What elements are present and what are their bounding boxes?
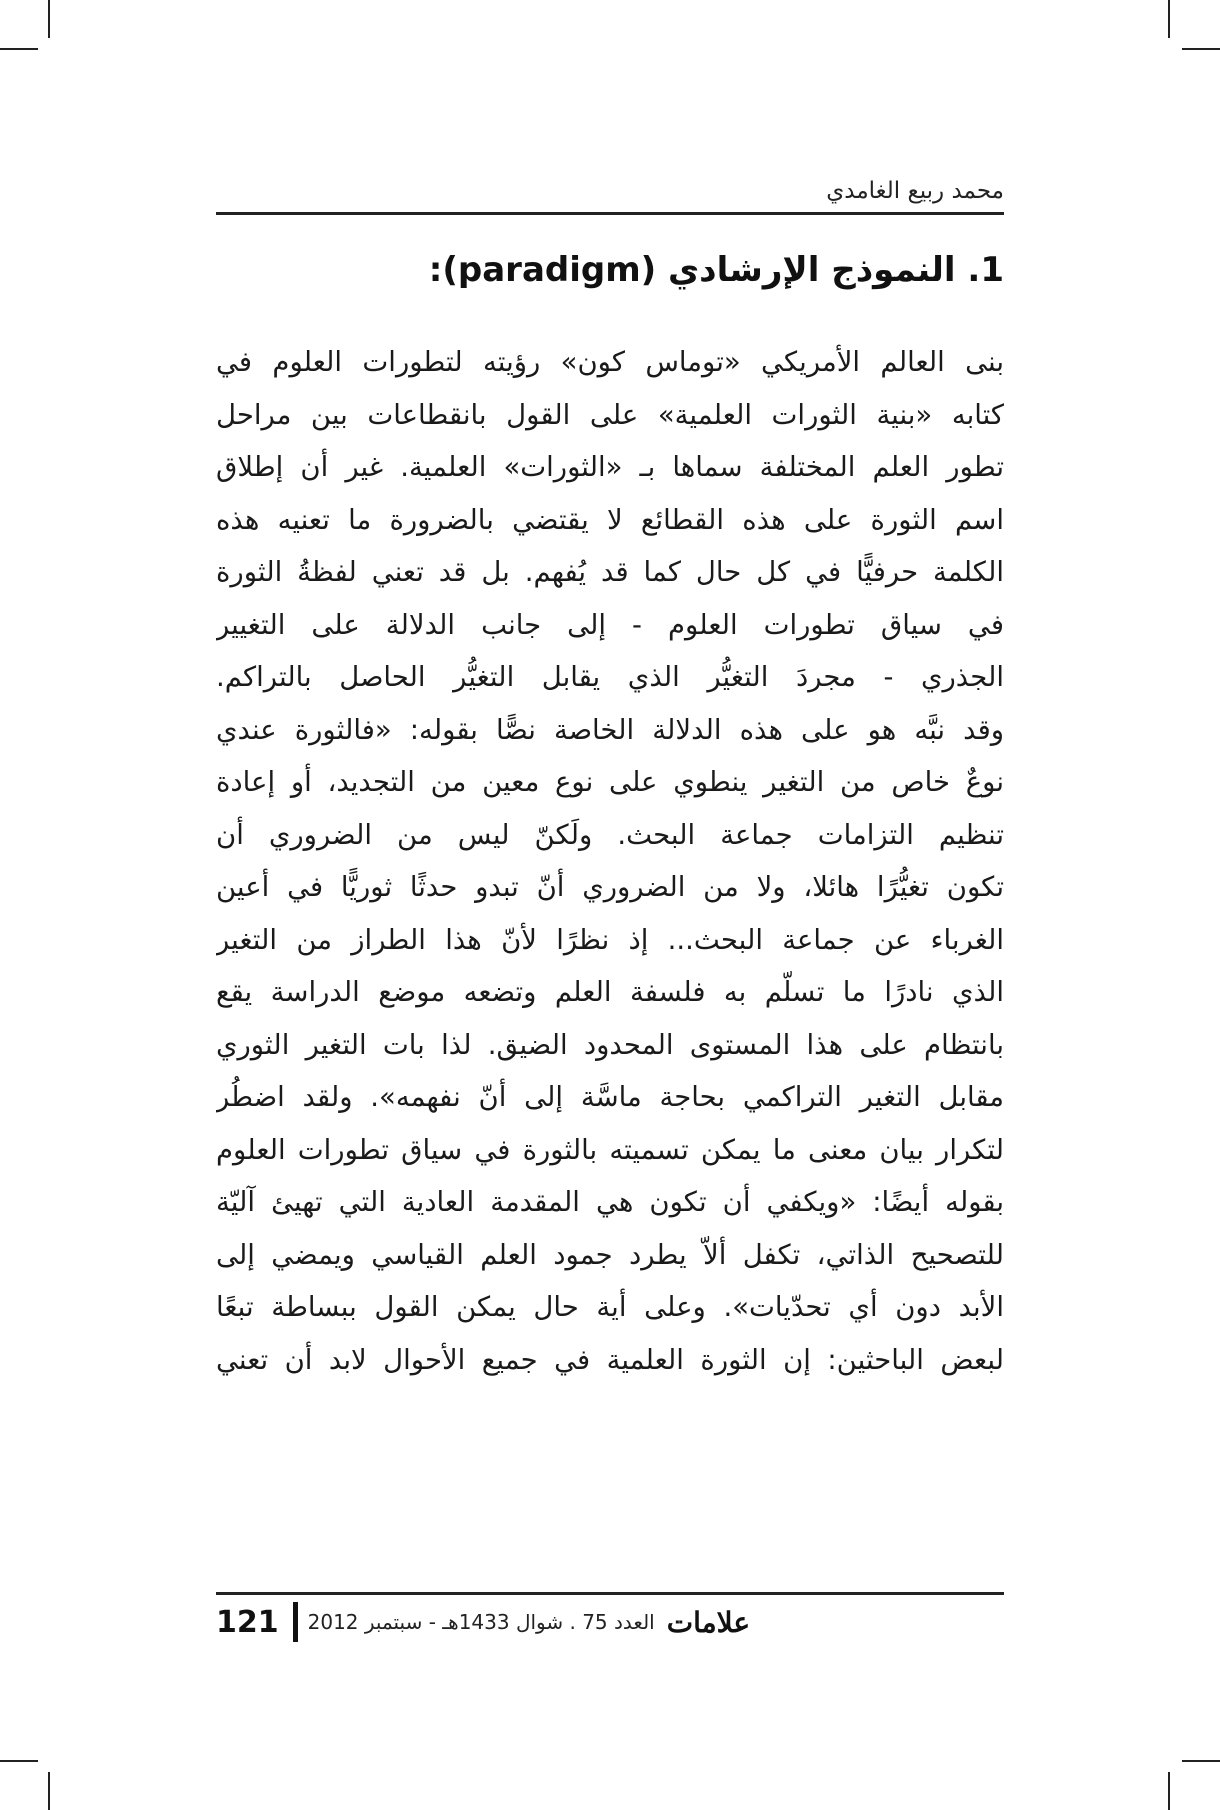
- running-head-author: محمد ربيع الغامدي: [826, 178, 1004, 204]
- text-line: اسم الثورة على هذه القطائع لا يقتضي بالضرورة ما تعنيه هذه: [216, 503, 1004, 536]
- crop-mark: [1182, 48, 1220, 50]
- crop-mark: [0, 1760, 38, 1762]
- crop-mark: [1168, 1772, 1170, 1810]
- header-rule: [216, 212, 1004, 215]
- text-line: تنظيم التزامات جماعة البحث. ولَكنّ ليس من الضروري أن: [216, 818, 1004, 851]
- page-number: 121: [216, 1604, 279, 1640]
- crop-mark: [48, 0, 50, 38]
- text-line: في سياق تطورات العلوم - إلى جانب الدلالة على التغيير: [216, 608, 1004, 641]
- section-heading: 1. النموذج الإرشادي (paradigm):: [428, 250, 1004, 290]
- crop-mark: [48, 1772, 50, 1810]
- text-line: بقوله أيضًا: «ويكفي أن تكون هي المقدمة العادية التي تهيئ آليّة: [216, 1186, 1004, 1218]
- footer: [216, 1600, 1004, 1644]
- issue-info: العدد 75 . شوال 1433هـ - سبتمبر 2012: [307, 1610, 655, 1634]
- text-line: تكون تغيُّرًا هائلا، ولا من الضروري أنّ تبدو حدثًا ثوريًّا في أعين: [216, 871, 1004, 903]
- text-line: للتصحيح الذاتي، تكفل ألاّ يطرد جمود العلم القياسي ويمضي إلى: [216, 1238, 1004, 1271]
- text-line: الذي نادرًا ما تسلّم به فلسفة العلم وتضعه موضع الدراسة يقع: [216, 976, 1004, 1008]
- crop-mark: [1182, 1760, 1220, 1762]
- text-line: لتكرار بيان معنى ما يمكن تسميته بالثورة في سياق تطورات العلوم: [216, 1133, 1004, 1166]
- text-line: الغرباء عن جماعة البحث... إذ نظرًا لأنّ هذا الطراز من التغير: [216, 923, 1004, 956]
- text-line: تطور العلم المختلفة سماها بـ «الثورات» العلمية. غير أن إطلاق: [216, 451, 1004, 483]
- text-line: الكلمة حرفيًّا في كل حال كما قد يُفهم. بل قد تعني لفظةُ الثورة: [216, 556, 1004, 588]
- text-line: الجذري - مجردَ التغيُّر الذي يقابل التغيُّر الحاصل بالتراكم.: [216, 661, 1004, 693]
- text-line: نوعٌ خاص من التغير ينطوي على نوع معين من التجديد، أو إعادة: [216, 766, 1004, 798]
- text-line: بنى العالم الأمريكي «توماس كون» رؤيته لتطورات العلوم في: [216, 346, 1004, 378]
- body-paragraph: [216, 336, 1004, 1386]
- crop-mark: [1168, 0, 1170, 38]
- text-line: كتابه «بنية الثورات العلمية» على القول بانقطاعات بين مراحل: [216, 398, 1004, 431]
- footer-divider: [293, 1602, 298, 1642]
- journal-logo: علامات: [666, 1605, 751, 1639]
- text-line: لبعض الباحثين: إن الثورة العلمية في جميع الأحوال لابد أن تعني: [216, 1343, 1004, 1376]
- text-line: الأبد دون أي تحدّيات». وعلى أية حال يمكن القول ببساطة تبعًا: [216, 1291, 1004, 1323]
- text-line: مقابل التغير التراكمي بحاجة ماسَّة إلى أنّ نفهمه». ولقد اضطُر: [216, 1081, 1004, 1113]
- text-line: بانتظام على هذا المستوى المحدود الضيق. لذا بات التغير الثوري: [216, 1028, 1004, 1061]
- footer-rule: [216, 1592, 1004, 1595]
- text-line: وقد نبَّه هو على هذه الدلالة الخاصة نصًّا بقوله: «فالثورة عندي: [216, 713, 1004, 746]
- crop-mark: [0, 48, 38, 50]
